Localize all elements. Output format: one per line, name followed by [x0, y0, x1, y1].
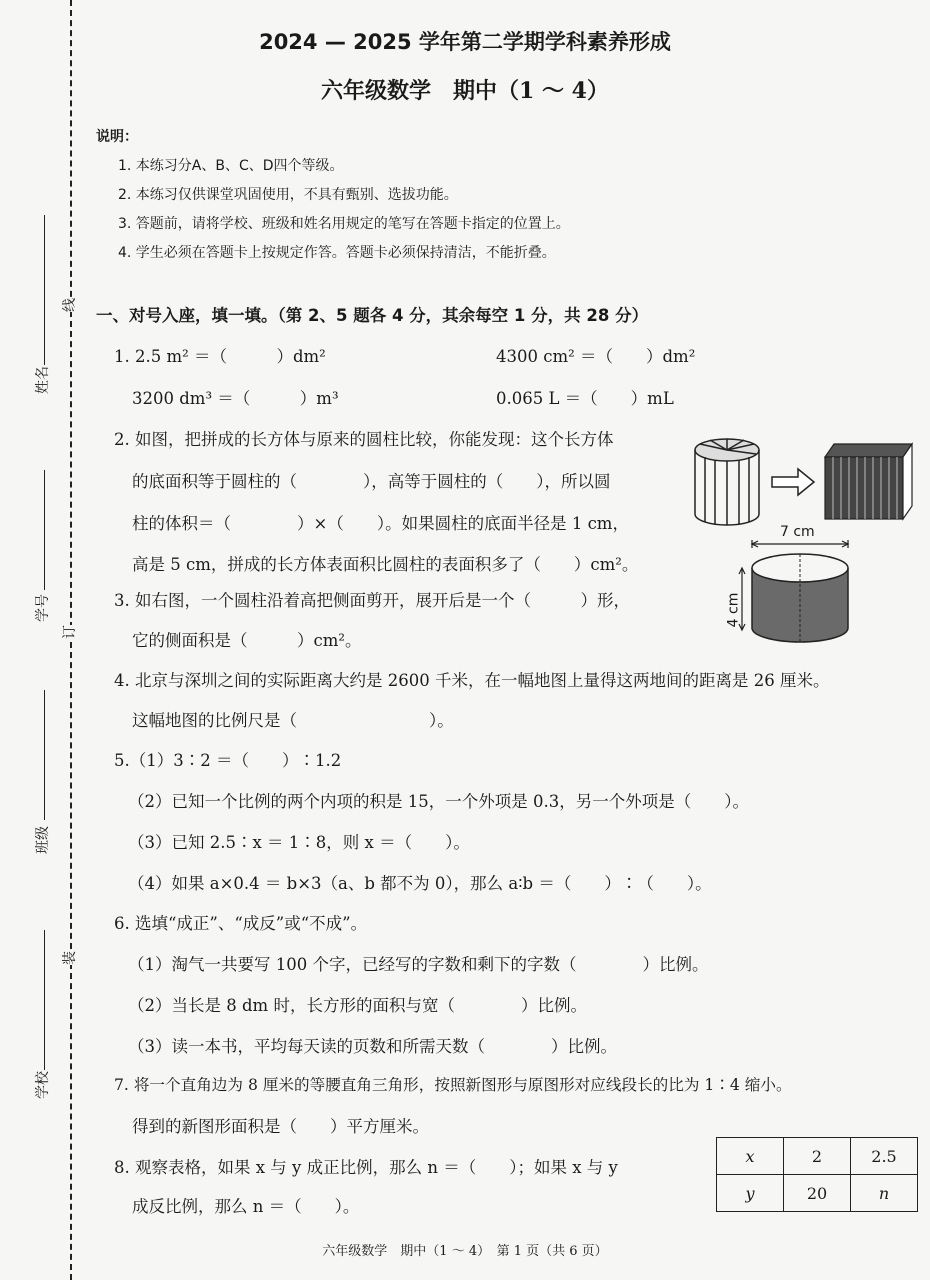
q6-part: （2）当长是 8 dm 时，长方形的面积与宽（ ）比例。	[128, 996, 587, 1015]
name-field-label: 姓名	[35, 366, 51, 394]
instruction-item: 4. 学生必须在答题卡上按规定作答。答题卡必须保持清洁，不能折叠。	[118, 245, 556, 261]
q7-line: 7. 将一个直角边为 8 厘米的等腰直角三角形，按照新图形与原图形对应线段长的比为 1∶4 缩小。	[114, 1076, 792, 1094]
q3-line: 3. 如右图，一个圆柱沿着高把侧面剪开，展开后是一个（ ）形，	[114, 591, 630, 610]
xy-table	[716, 1137, 918, 1212]
q6-part: （3）读一本书，平均每天读的页数和所需天数（ ）比例。	[128, 1037, 617, 1056]
exam-subtitle: 六年级数学 期中（1 ～ 4）	[321, 78, 609, 104]
q3-line: 它的侧面积是（ ）cm²。	[132, 631, 362, 650]
q5-part: （2）已知一个比例的两个内项的积是 15，一个外项是 0.3，另一个外项是（ ）。	[128, 792, 749, 811]
q1-part-c: 3200 dm³ ＝（ ）m³	[132, 389, 339, 408]
class-field-label: 班级	[35, 826, 51, 854]
q7-line: 得到的新图形面积是（ ）平方厘米。	[132, 1117, 429, 1136]
page-footer: 六年级数学 期中（1 ～ 4） 第 1 页（共 6 页）	[322, 1244, 608, 1259]
instructions-label: 说明：	[96, 129, 138, 145]
binding-dashed-line	[70, 0, 72, 1280]
table-cell: 20	[784, 1175, 851, 1212]
instruction-item: 2. 本练习仅供课堂巩固使用，不具有甄别、选拔功能。	[118, 187, 458, 203]
binding-mark-bind: 装	[59, 951, 79, 965]
cylinder-to-cuboid-figure	[690, 432, 920, 532]
school-field-line[interactable]	[44, 930, 45, 1070]
q8-line: 8. 观察表格，如果 x 与 y 成正比例，那么 n ＝（ ）；如果 x 与 y	[114, 1158, 618, 1177]
section-heading: 一、对号入座，填一填。（第 2、5 题各 4 分，其余每空 1 分，共 28 分）	[96, 306, 649, 325]
exam-title: 2024 — 2025 学年第二学期学科素养形成	[259, 30, 671, 54]
table-row	[717, 1175, 918, 1212]
cylinder-figure	[730, 538, 860, 648]
q5-part: （3）已知 2.5∶x ＝ 1∶8，则 x ＝（ ）。	[128, 833, 470, 852]
table-row	[717, 1138, 918, 1175]
sliced-cylinder	[695, 439, 759, 525]
q2-line: 高是 5 cm，拼成的长方体表面积比圆柱的表面积多了（ ）cm²。	[132, 555, 639, 574]
q4-line: 这幅地图的比例尺是（ ）。	[132, 711, 454, 730]
q2-line: 的底面积等于圆柱的（ ），高等于圆柱的（ ），所以圆	[132, 472, 611, 491]
table-cell: x	[717, 1138, 784, 1175]
table-cell: 2.5	[851, 1138, 918, 1175]
student-id-field-label: 学号	[35, 594, 51, 622]
binding-mark-staple: 订	[59, 625, 79, 639]
q8-line: 成反比例，那么 n ＝（ ）。	[132, 1197, 360, 1216]
q5-part: （4）如果 a×0.4 ＝ b×3（a、b 都不为 0），那么 a∶b ＝（ ）∶（ ）。	[128, 874, 712, 893]
instruction-item: 3. 答题前，请将学校、班级和姓名用规定的笔写在答题卡指定的位置上。	[118, 216, 570, 232]
q6-part: （1）淘气一共要写 100 个字，已经写的字数和剩下的字数（ ）比例。	[128, 955, 709, 974]
binding-mark-line: 线	[59, 298, 79, 312]
q5-part: 5.（1）3∶2 ＝（ ）∶1.2	[114, 751, 342, 770]
q2-line: 2. 如图，把拼成的长方体与原来的圆柱比较，你能发现：这个长方体	[114, 430, 614, 449]
school-field-label: 学校	[35, 1071, 51, 1099]
name-field-line[interactable]	[44, 215, 45, 365]
q2-line: 柱的体积＝（ ）×（ ）。如果圆柱的底面半径是 1 cm，	[132, 514, 629, 533]
arrow-icon	[772, 469, 814, 495]
table-cell: y	[717, 1175, 784, 1212]
q1-part-a: 1. 2.5 m² ＝（ ）dm²	[114, 347, 326, 366]
table-cell: n	[851, 1175, 918, 1212]
class-field-line[interactable]	[44, 690, 45, 820]
student-id-field-line[interactable]	[44, 470, 45, 590]
table-cell: 2	[784, 1138, 851, 1175]
q1-part-d: 0.065 L ＝（ ）mL	[496, 389, 674, 408]
q6-stem: 6. 选填“成正”、“成反”或“不成”。	[114, 914, 368, 933]
height-label: 4 cm	[725, 592, 742, 628]
instruction-item: 1. 本练习分A、B、C、D四个等级。	[118, 158, 344, 174]
diameter-label: 7 cm	[780, 524, 815, 540]
cuboid	[825, 444, 912, 519]
q1-part-b: 4300 cm² ＝（ ）dm²	[496, 347, 696, 366]
q4-line: 4. 北京与深圳之间的实际距离大约是 2600 千米，在一幅地图上量得这两地间的距离是 26 厘米。	[114, 671, 830, 690]
